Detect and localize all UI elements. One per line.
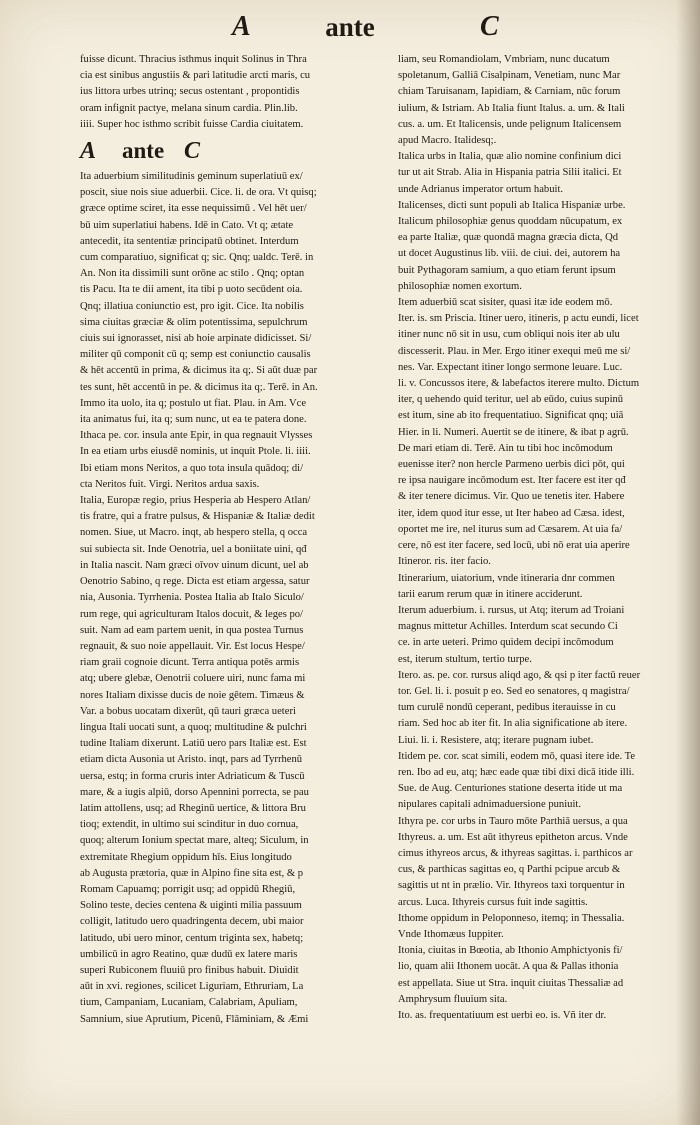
text-line: ren. Ibo ad eu, atq; hæc eade quæ tibi dixi dicā itide illi. xyxy=(398,766,635,778)
text-line: cere, nō est iter facere, sed locū, ubi nō erat uia aperire xyxy=(398,540,630,552)
text-line: Itinerarium, uiatorium, vnde itineraria dnr commen xyxy=(398,572,615,584)
text-line: tioq; extendit, in ultimo sui scinditur in duo cornua, xyxy=(80,819,299,831)
text-line: spoletanum, Galliā Cisalpinam, Venetiam, nunc Mar xyxy=(398,70,621,82)
text-line: nipulares capitali adnimaduersione puniuit. xyxy=(398,799,581,811)
text-line: cta Neritos fuit. Virgi. Neritos ardua saxis. xyxy=(80,478,260,490)
text-line: Italicum philosophiæ genus quoddam nūcupatum, ex xyxy=(398,216,623,228)
text-line: riam. Sed hoc ab iter fit. In alia significatione ab itere. xyxy=(398,718,628,730)
text-line: tes sunt, hēt accentū in pe. & dicimus ita q;. Terē. in An. xyxy=(80,381,318,393)
text-line: magnus mittetur Achilles. Interdum scat secundo Ci xyxy=(398,621,618,633)
text-line: & iter tenere dicimus. Vir. Quo ue tenetis iter. Habere xyxy=(398,491,625,503)
text-line: iter, q uehendo quid teritur, uel ab eūdo, cuius supinū xyxy=(398,394,624,406)
left-intro-paragraph xyxy=(80,52,392,133)
text-line: Ithaca pe. cor. insula ante Epir, in qua regnauit Vlysses xyxy=(80,430,313,442)
text-line: tis Pacu. Ita te dii ament, ita tibi p uoto secūdent oia. xyxy=(80,284,303,296)
text-line: unde Adrianus imperator ortum habuit. xyxy=(398,183,564,195)
text-line: etiam dicta Ausonia ut Aristo. inqt, pars ad Tyrrhenū xyxy=(80,754,303,766)
text-line: nomen. Siue, ut Macro. inqt, ab hespero stella, q occa xyxy=(80,527,308,539)
text-line: tis fratre, qui a fratre pulsus, & Hispaniæ & Italiæ dedit xyxy=(80,511,315,523)
text-line: Ita aduerbium similitudinis geminum superlatiuū ex/ xyxy=(80,171,303,183)
text-line: iulium, & Istriam. Ab Italia fiunt Italus. a. um. & Itali xyxy=(398,102,625,114)
text-line: apud Macro. Italidesq;. xyxy=(398,135,497,147)
text-line: in Italia nascit. Nam græci oīvov uinum dicunt, uel ab xyxy=(80,559,309,571)
text-line: militer qū componit cū q; semp est coniunctio causalis xyxy=(80,349,311,361)
text-line: cimus ithyreos arcus, & ithyreas sagittas. i. parthicos ar xyxy=(398,847,633,859)
left-column xyxy=(80,52,392,1028)
text-line: suit. Nam ad eam partem uenit, in qua postea Turnus xyxy=(80,624,304,636)
text-line: iter, idem quod itur esse, ut Iter habeo ad Cæsa. idest, xyxy=(398,507,625,519)
text-line: ea parte Italiæ, quæ quondā magna græcia dicta, Qd xyxy=(398,232,619,244)
text-line: tarii earum rerum quæ in itinere acciderunt. xyxy=(398,588,583,600)
text-line: antecedit, ita sententiæ principatū obtinet. Interdum xyxy=(80,235,299,247)
text-line: uersa, estq; in forma cruris inter Adriaticum & Tuscū xyxy=(80,770,305,782)
text-line: Solino teste, decies centena & uiginti milia passuum xyxy=(80,900,302,912)
text-line: cum comparatiuo, significat q; sic. Qnq; ualdc. Terē. in xyxy=(80,252,314,264)
text-line: Ito. as. frequentatiuum est uerbi eo. is. Vñ iter dr. xyxy=(398,1009,607,1021)
text-line: aūt in xvi. regiones, scilicet Liguriam, Ethruriam, La xyxy=(80,981,304,993)
text-line: fuisse dicunt. Thracius isthmus inquit Solinus in Thra xyxy=(80,54,307,65)
text-line: In ea etiam urbs eiusdē nominis, ut inquit Ptole. li. iiii. xyxy=(80,446,311,458)
section-heading-initial-right: C xyxy=(184,138,201,165)
text-line: ut docet Augustinus lib. viii. de ciui. dei, autorem ha xyxy=(398,248,621,260)
text-line: oportet me ire, nel iturus sum ad Cæsarem. At uia fa/ xyxy=(398,523,623,535)
text-line: latitudo, ubi uero minor, centum triginta sex, habetq; xyxy=(80,932,304,944)
text-line: sima ciuitas græciæ & olim potentissima, sepulchrum xyxy=(80,316,308,328)
text-line: lio, quam alii Ithonem uocāt. A qua & Pallas ithonia xyxy=(398,961,619,973)
text-line: Amphrysum fluuium sita. xyxy=(398,993,508,1005)
text-line: De mari etiam di. Terē. Ain tu tibi hoc incōmodum xyxy=(398,442,613,454)
text-line: cus, & parthicas sagittas eo, q Parthi pcipue arcub & xyxy=(398,864,621,876)
running-head-initial-right: C xyxy=(480,11,499,42)
text-line: Sue. de Aug. Centuriones statione deserta itide ut ma xyxy=(398,783,623,795)
text-line: arcus. Luca. Ithyreis cursus fuit inde sagittis. xyxy=(398,896,588,908)
section-heading-word: ante xyxy=(122,138,165,164)
text-line: Ithyra pe. cor urbs in Tauro mōte Parthiā uersus, a qua xyxy=(398,815,628,827)
text-line: Samnium, siue Aprutium, Picenū, Flāminiam, & Æmi xyxy=(80,1013,309,1025)
text-line: umbilicū in agro Reatino, quæ dudū ex latere maris xyxy=(80,948,298,960)
text-line: re ipsa nauigare incōmodum est. Iter facere est iter qđ xyxy=(398,475,626,487)
text-line: tudine Italiam dixerunt. Latiū uero pars Italiæ est. Est xyxy=(80,738,307,750)
right-column xyxy=(398,52,690,1024)
text-line: nia, Ausonia. Tyrrhenia. Postea Italia ab Italo Siculo/ xyxy=(80,592,304,604)
running-head-word: ante xyxy=(325,12,375,42)
text-line: Ibi etiam mons Neritos, a quo tota insula quādoq; di/ xyxy=(80,462,304,474)
text-line: liam, seu Romandiolam, Vmbriam, nunc ducatum xyxy=(398,54,610,65)
text-line: tum curulē nondū ceperant, pedibus iterauisse in cu xyxy=(398,702,616,714)
text-line: rum rege, qui agriculturam Italos docuit, & leges po/ xyxy=(80,608,303,620)
text-line: ita animatus fui, ita q; sum nunc, ut ea te patera done. xyxy=(80,414,307,426)
text-line: Immo ita uolo, ita q; postulo ut fiat. Plau. in Am. Vce xyxy=(80,397,307,409)
text-line: atq; ubere glebæ, Oenotrii coluere uiri, nunc fama mi xyxy=(80,673,306,685)
text-line: Liui. li. i. Resistere, atq; iterare pugnam iubet. xyxy=(398,734,594,746)
text-line: est itum, sine ab ito frequentatiuo. Significat qnq; uiā xyxy=(398,410,624,422)
text-line: græce optime sciret, ita esse nequissimū . Vel hēt uer/ xyxy=(80,203,307,215)
text-line: Itineror. ris. iter facio. xyxy=(398,556,491,568)
text-line: discesserit. Plau. in Mer. Ergo itiner exequi meū me si/ xyxy=(398,345,631,357)
text-line: & hēt accentū in prima, & dicimus ita q;. Si aūt duæ par xyxy=(80,365,318,377)
text-line: ciuis sui ignorasset, nisi ab hoie arpinate didicisset. Si/ xyxy=(80,333,312,345)
text-line: Itero. as. pe. cor. rursus aliqd ago, & qsi p iter factū reuer xyxy=(398,669,641,681)
text-line: Italia, Europæ regio, prius Hesperia ab Hespero Atlan/ xyxy=(80,495,311,507)
text-line: cus. a. um. Et Italicensis, unde pelignum Italicensem xyxy=(398,118,622,130)
text-line: colligit, latitudo uero quadringenta decem, ubi maior xyxy=(80,916,304,928)
text-line: est, iterum stultum, tertio turpe. xyxy=(398,653,532,665)
text-line: Ithome oppidum in Peloponneso, itemq; in Thessalia. xyxy=(398,912,625,924)
text-line: Itonia, ciuitas in Bœotia, ab Ithonio Amphictyonis fi/ xyxy=(398,945,623,957)
text-line: ce. in arte ueteri. Primo quidem decipi incōmodum xyxy=(398,637,614,649)
text-line: Romam Capuamq; porrigit usq; ad oppidū Rhegiū, xyxy=(80,883,296,895)
text-line: sui subiecta sit. Inde Oenotria, uel a boniitate uini, qđ xyxy=(80,543,307,555)
text-line: Iter. is. sm Priscia. Itiner uero, itineris, p actu eundi, licet xyxy=(398,313,639,325)
text-line: buit Pythagoram samium, a quo etiam ferunt ipsum xyxy=(398,264,616,276)
text-line: est appellata. Siue ut Stra. inquit ciuitas Thessaliæ ad xyxy=(398,977,624,989)
text-line: Oenotrio Sabino, q rege. Dicta est etiam argessa, satur xyxy=(80,576,310,588)
text-line: nores Italiam dixisse ducis de noie gētem. Timæus & xyxy=(80,689,305,701)
text-line: sagittis ut nt in prælio. Vir. Ithyreos taxi torquentur in xyxy=(398,880,625,892)
text-line: chiam Taruisanam, Iapidiam, & Carniam, nūc forum xyxy=(398,86,621,98)
text-line: lingua Itali uocati sunt, a quoq; multitudine & pulchri xyxy=(80,721,307,733)
right-column-body xyxy=(398,52,690,1024)
text-line: Qnq; illatiua coniunctio est, pro igit. Cice. Ita nobilis xyxy=(80,300,304,312)
text-line: An. Non ita dissimili sunt orōne ac stilo . Qnq; optan xyxy=(80,268,305,280)
text-line: Itidem pe. cor. scat simili, eodem mō, quasi itere ide. Te xyxy=(398,750,636,762)
text-line: Italicenses, dicti sunt populi ab Italica Hispaniæ urbe. xyxy=(398,199,626,211)
text-line: poscit, siue nois siue aduerbii. Cice. li. de ora. Vt quisq; xyxy=(80,187,317,199)
text-line: oram infignit pactye, melana sinum cardia. Plin.lib. xyxy=(80,102,298,114)
text-line: tor. Gel. li. i. posuit p eo. Sed eo senatores, q magistra/ xyxy=(398,685,630,697)
running-head-initial-left: A xyxy=(232,11,251,42)
left-column-body xyxy=(80,169,392,1028)
text-line: tur ut ait Strab. Alia in Hispania patria Silii italici. Et xyxy=(398,167,622,179)
text-line: iiii. Super hoc isthmo scribit fuisse Cardia ciuitatem. xyxy=(80,118,304,130)
text-line: latim attollens, usq; ad Rheginū uertice, & littora Bru xyxy=(80,802,306,814)
text-line: bū uim superlatiui habens. Idē in Cato. Vt q; ætate xyxy=(80,219,294,231)
text-line: ius littora urbes utrinq; secus ostentant , propontidis xyxy=(80,86,300,98)
text-line: Hier. in li. Numeri. Auertit se de itinere, & ibat p agrū. xyxy=(398,426,629,438)
text-line: Italica urbs in Italia, quæ alio nomine confinium dici xyxy=(398,151,622,163)
running-head xyxy=(0,8,700,52)
text-line: superi Rubiconem fluuiū pro finibus habuit. Diuidit xyxy=(80,964,299,976)
text-line: tium, Campaniam, Lucaniam, Calabriam, Apuliam, xyxy=(80,997,298,1009)
section-heading-initial-left: A xyxy=(80,138,97,165)
section-heading xyxy=(80,136,392,166)
text-line: nes. Var. Expectant itiner longo sermone leuare. Luc. xyxy=(398,361,623,373)
text-line: itiner nunc nō sit in usu, cum obliqui nois iter ab ulu xyxy=(398,329,620,341)
text-line: mare, & a iugis alpiū, dorso Apennini porrecta, se pau xyxy=(80,786,309,798)
text-line: Vnde Ithomæus Iuppiter. xyxy=(398,928,504,940)
text-line: Item aduerbiū scat sisiter, quasi itæ ide eodem mō. xyxy=(398,297,613,309)
text-line: quoq; alterum Ionium spectat mare, alteq; Siculum, in xyxy=(80,835,309,847)
text-line: Ithyreus. a. um. Est aūt ithyreus epitheton arcus. Vnde xyxy=(398,831,628,843)
text-line: li. v. Concussos itere, & labefactos iterere multo. Dictum xyxy=(398,378,640,390)
text-line: philosophiæ nomen exortum. xyxy=(398,280,522,292)
text-line: ab Augusta prætoria, quæ in Alpino fine sita est, & p xyxy=(80,867,304,879)
text-line: regnauit, & suo noie appellauit. Vir. Est locus Hespe/ xyxy=(80,640,305,652)
text-line: euenisse iter? non hercle Parmeno uerbis dici pōt, qui xyxy=(398,459,625,471)
text-line: riam graii cognoie dicunt. Terra antiqua potēs armis xyxy=(80,657,300,669)
text-line: Iterum aduerbium. i. rursus, ut Atq; iterum ad Troiani xyxy=(398,604,625,616)
text-line: Var. a bobus uocatam dixerūt, qū tauri græca ueteri xyxy=(80,705,296,717)
text-line: extremitate Rhegium oppidum hīs. Eius longitudo xyxy=(80,851,292,863)
text-line: cia est sinibus angustiis & pari latitudie arcti maris, cu xyxy=(80,70,311,82)
